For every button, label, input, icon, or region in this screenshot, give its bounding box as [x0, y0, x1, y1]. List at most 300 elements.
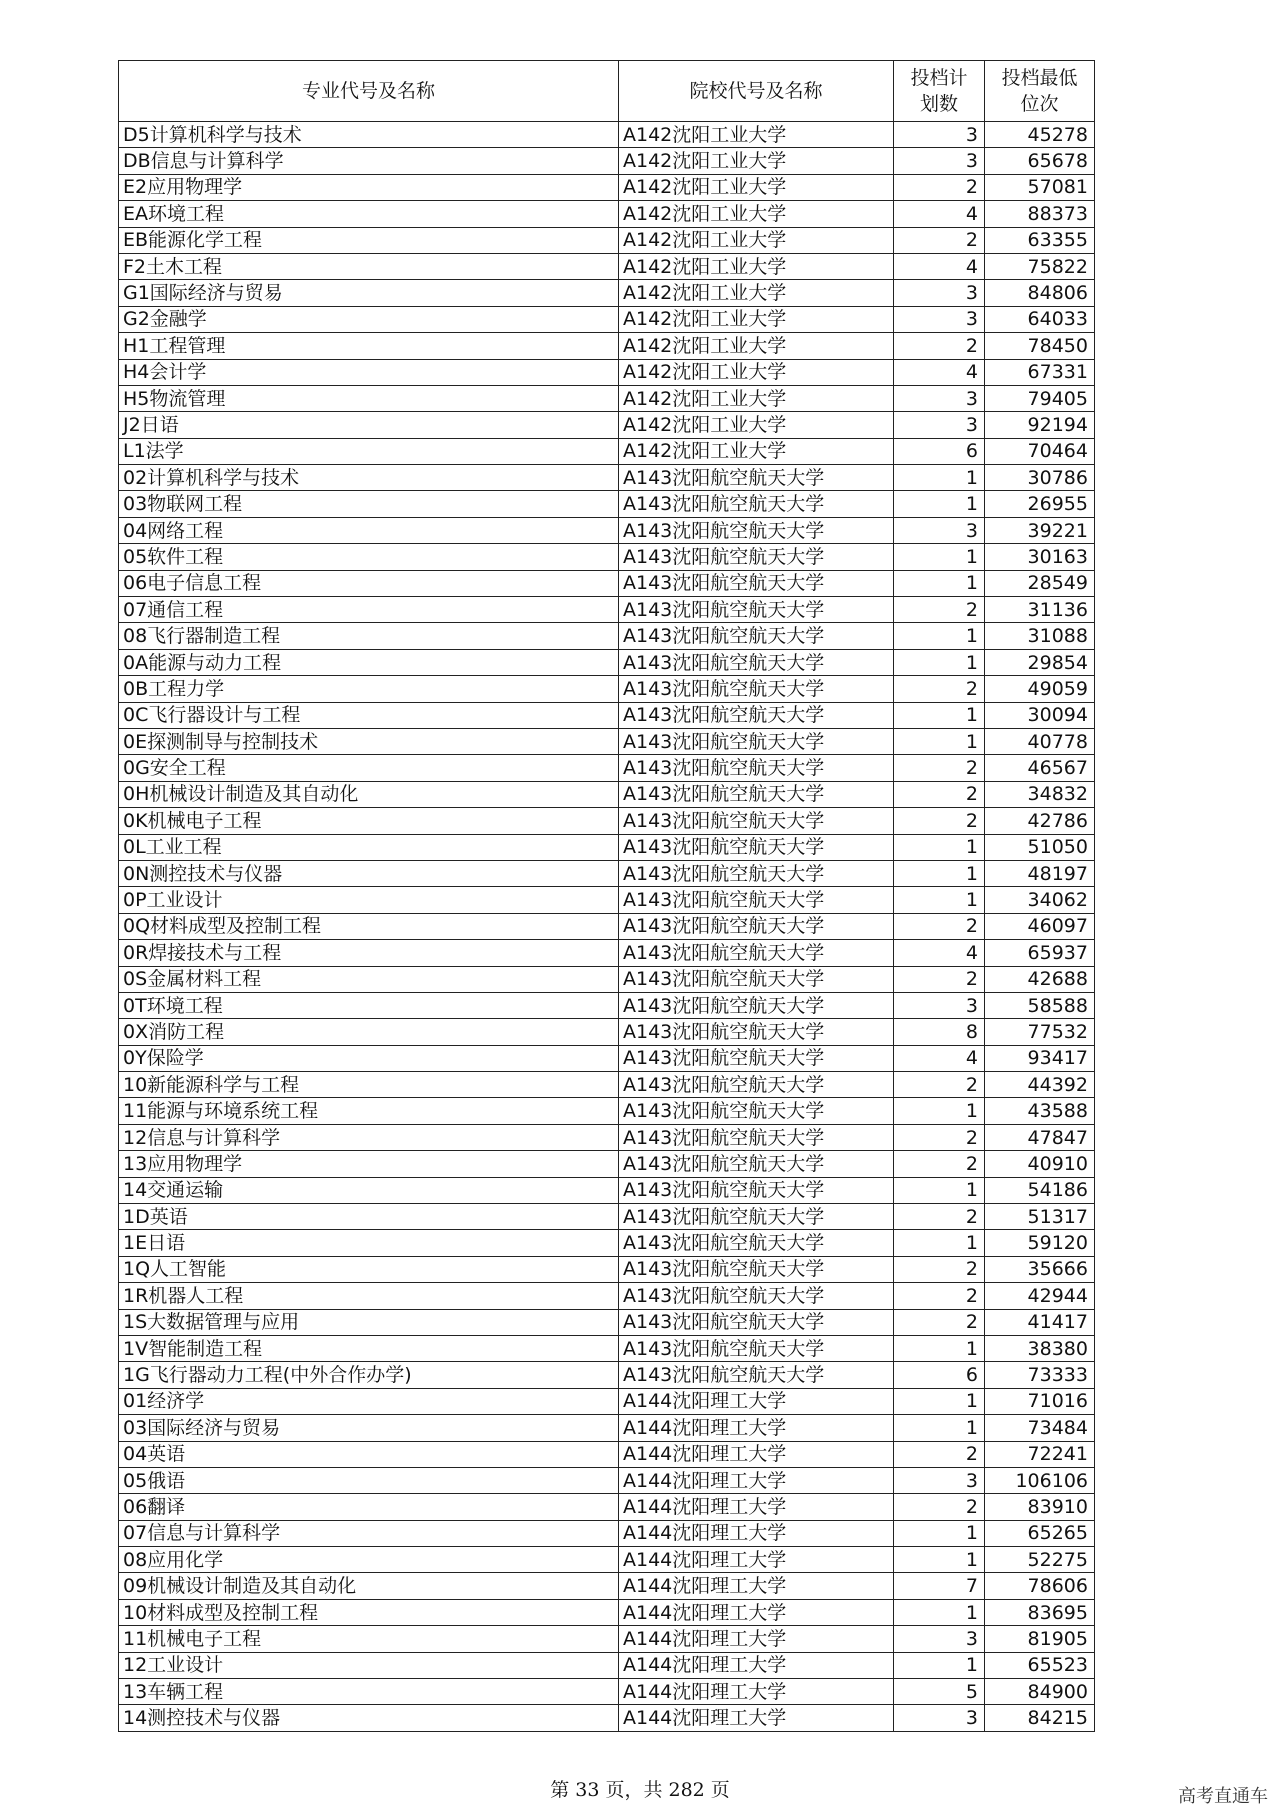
- cell-min-rank: 67331: [985, 359, 1095, 385]
- cell-major: 0X消防工程: [119, 1019, 619, 1045]
- cell-min-rank: 65678: [985, 148, 1095, 174]
- cell-major: 08应用化学: [119, 1547, 619, 1573]
- table-row: [119, 1283, 1095, 1309]
- cell-school: A143沈阳航空航天大学: [619, 1362, 894, 1388]
- header-school-label: 院校代号及名称: [689, 80, 823, 102]
- cell-school: A143沈阳航空航天大学: [619, 1177, 894, 1203]
- cell-plan-count: 2: [894, 808, 985, 834]
- table-row: [119, 913, 1095, 939]
- cell-min-rank: 43588: [985, 1098, 1095, 1124]
- header-school: [619, 61, 894, 122]
- cell-plan-count: 1: [894, 623, 985, 649]
- cell-school: A144沈阳理工大学: [619, 1415, 894, 1441]
- cell-min-rank: 84215: [985, 1705, 1095, 1731]
- cell-major: H4会计学: [119, 359, 619, 385]
- cell-plan-count: 2: [894, 966, 985, 992]
- cell-major: 01经济学: [119, 1388, 619, 1414]
- cell-school: A143沈阳航空航天大学: [619, 913, 894, 939]
- table-row: [119, 1547, 1095, 1573]
- cell-school: A143沈阳航空航天大学: [619, 860, 894, 886]
- cell-min-rank: 39221: [985, 517, 1095, 543]
- table-row: [119, 227, 1095, 253]
- cell-school: A143沈阳航空航天大学: [619, 623, 894, 649]
- cell-min-rank: 106106: [985, 1467, 1095, 1493]
- cell-min-rank: 59120: [985, 1230, 1095, 1256]
- cell-min-rank: 30163: [985, 544, 1095, 570]
- cell-major: 0C飞行器设计与工程: [119, 702, 619, 728]
- cell-major: 0A能源与动力工程: [119, 649, 619, 675]
- table-row: [119, 148, 1095, 174]
- cell-major: 14交通运输: [119, 1177, 619, 1203]
- cell-school: A143沈阳航空航天大学: [619, 597, 894, 623]
- cell-school: A143沈阳航空航天大学: [619, 887, 894, 913]
- cell-min-rank: 81905: [985, 1626, 1095, 1652]
- cell-school: A142沈阳工业大学: [619, 227, 894, 253]
- cell-school: A144沈阳理工大学: [619, 1467, 894, 1493]
- cell-plan-count: 3: [894, 517, 985, 543]
- table-row: [119, 1072, 1095, 1098]
- cell-plan-count: 2: [894, 1309, 985, 1335]
- cell-school: A144沈阳理工大学: [619, 1441, 894, 1467]
- table-row: [119, 597, 1095, 623]
- cell-major: 04英语: [119, 1441, 619, 1467]
- cell-min-rank: 72241: [985, 1441, 1095, 1467]
- cell-min-rank: 42688: [985, 966, 1095, 992]
- table-row: [119, 1256, 1095, 1282]
- cell-school: A143沈阳航空航天大学: [619, 1124, 894, 1150]
- table-row: [119, 1335, 1095, 1361]
- cell-min-rank: 40910: [985, 1151, 1095, 1177]
- cell-min-rank: 31088: [985, 623, 1095, 649]
- cell-major: DB信息与计算科学: [119, 148, 619, 174]
- table-row: [119, 438, 1095, 464]
- cell-school: A142沈阳工业大学: [619, 253, 894, 279]
- cell-school: A144沈阳理工大学: [619, 1520, 894, 1546]
- cell-min-rank: 78450: [985, 333, 1095, 359]
- table-header-row: [119, 61, 1095, 122]
- cell-min-rank: 58588: [985, 992, 1095, 1018]
- cell-plan-count: 2: [894, 333, 985, 359]
- cell-school: A143沈阳航空航天大学: [619, 1256, 894, 1282]
- cell-school: A143沈阳航空航天大学: [619, 1045, 894, 1071]
- cell-plan-count: 1: [894, 728, 985, 754]
- table-row: [119, 702, 1095, 728]
- table-row: [119, 887, 1095, 913]
- cell-min-rank: 29854: [985, 649, 1095, 675]
- cell-school: A143沈阳航空航天大学: [619, 808, 894, 834]
- cell-major: 12工业设计: [119, 1652, 619, 1678]
- cell-plan-count: 1: [894, 1599, 985, 1625]
- header-plan-count: [894, 61, 985, 122]
- cell-school: A143沈阳航空航天大学: [619, 491, 894, 517]
- cell-major: 07信息与计算科学: [119, 1520, 619, 1546]
- cell-major: 03国际经济与贸易: [119, 1415, 619, 1441]
- cell-school: A143沈阳航空航天大学: [619, 570, 894, 596]
- cell-plan-count: 2: [894, 1151, 985, 1177]
- cell-min-rank: 84806: [985, 280, 1095, 306]
- table-row: [119, 1309, 1095, 1335]
- table-row: [119, 808, 1095, 834]
- table-row: [119, 1626, 1095, 1652]
- cell-plan-count: 3: [894, 306, 985, 332]
- cell-school: A144沈阳理工大学: [619, 1705, 894, 1731]
- cell-school: A143沈阳航空航天大学: [619, 834, 894, 860]
- table-row: [119, 1045, 1095, 1071]
- cell-major: 0S金属材料工程: [119, 966, 619, 992]
- cell-plan-count: 1: [894, 544, 985, 570]
- cell-min-rank: 65937: [985, 940, 1095, 966]
- cell-major: 1S大数据管理与应用: [119, 1309, 619, 1335]
- cell-plan-count: 3: [894, 280, 985, 306]
- cell-plan-count: 1: [894, 570, 985, 596]
- table-row: [119, 1019, 1095, 1045]
- cell-major: 1R机器人工程: [119, 1283, 619, 1309]
- cell-min-rank: 48197: [985, 860, 1095, 886]
- cell-min-rank: 65523: [985, 1652, 1095, 1678]
- table-row: [119, 544, 1095, 570]
- cell-min-rank: 52275: [985, 1547, 1095, 1573]
- cell-major: 09机械设计制造及其自动化: [119, 1573, 619, 1599]
- cell-plan-count: 5: [894, 1679, 985, 1705]
- cell-school: A144沈阳理工大学: [619, 1626, 894, 1652]
- cell-major: 0Q材料成型及控制工程: [119, 913, 619, 939]
- cell-plan-count: 2: [894, 1256, 985, 1282]
- cell-plan-count: 1: [894, 1335, 985, 1361]
- table-row: [119, 1494, 1095, 1520]
- cell-school: A143沈阳航空航天大学: [619, 992, 894, 1018]
- cell-plan-count: 2: [894, 1204, 985, 1230]
- cell-major: 1D英语: [119, 1204, 619, 1230]
- cell-major: 06翻译: [119, 1494, 619, 1520]
- table-row: [119, 860, 1095, 886]
- cell-major: H1工程管理: [119, 333, 619, 359]
- cell-min-rank: 63355: [985, 227, 1095, 253]
- cell-plan-count: 1: [894, 1415, 985, 1441]
- cell-school: A143沈阳航空航天大学: [619, 1230, 894, 1256]
- cell-plan-count: 3: [894, 148, 985, 174]
- cell-major: 03物联网工程: [119, 491, 619, 517]
- cell-school: A143沈阳航空航天大学: [619, 1204, 894, 1230]
- header-major: [119, 61, 619, 122]
- cell-min-rank: 51050: [985, 834, 1095, 860]
- cell-school: A143沈阳航空航天大学: [619, 649, 894, 675]
- cell-min-rank: 65265: [985, 1520, 1095, 1546]
- cell-major: 05软件工程: [119, 544, 619, 570]
- cell-min-rank: 54186: [985, 1177, 1095, 1203]
- cell-school: A144沈阳理工大学: [619, 1652, 894, 1678]
- cell-min-rank: 35666: [985, 1256, 1095, 1282]
- cell-major: F2土木工程: [119, 253, 619, 279]
- cell-min-rank: 73333: [985, 1362, 1095, 1388]
- cell-school: A143沈阳航空航天大学: [619, 676, 894, 702]
- header-plan-count-line1: 投档计: [910, 67, 968, 89]
- table-row: [119, 1415, 1095, 1441]
- cell-school: A142沈阳工业大学: [619, 306, 894, 332]
- cell-min-rank: 42944: [985, 1283, 1095, 1309]
- cell-plan-count: 2: [894, 781, 985, 807]
- table-row: [119, 1679, 1095, 1705]
- cell-min-rank: 46567: [985, 755, 1095, 781]
- cell-min-rank: 57081: [985, 174, 1095, 200]
- table-row: [119, 517, 1095, 543]
- cell-min-rank: 49059: [985, 676, 1095, 702]
- cell-major: 0B工程力学: [119, 676, 619, 702]
- cell-min-rank: 30094: [985, 702, 1095, 728]
- cell-school: A143沈阳航空航天大学: [619, 940, 894, 966]
- cell-plan-count: 8: [894, 1019, 985, 1045]
- cell-school: A142沈阳工业大学: [619, 412, 894, 438]
- cell-min-rank: 44392: [985, 1072, 1095, 1098]
- table-row: [119, 465, 1095, 491]
- cell-school: A143沈阳航空航天大学: [619, 755, 894, 781]
- cell-min-rank: 26955: [985, 491, 1095, 517]
- cell-major: EA环境工程: [119, 201, 619, 227]
- cell-min-rank: 83695: [985, 1599, 1095, 1625]
- cell-plan-count: 3: [894, 1467, 985, 1493]
- cell-school: A143沈阳航空航天大学: [619, 966, 894, 992]
- cell-plan-count: 3: [894, 122, 985, 148]
- cell-major: H5物流管理: [119, 385, 619, 411]
- cell-major: 0E探测制导与控制技术: [119, 728, 619, 754]
- cell-major: D5计算机科学与技术: [119, 122, 619, 148]
- cell-major: 0N测控技术与仪器: [119, 860, 619, 886]
- cell-min-rank: 83910: [985, 1494, 1095, 1520]
- table-row: [119, 122, 1095, 148]
- table-row: [119, 1362, 1095, 1388]
- cell-school: A144沈阳理工大学: [619, 1388, 894, 1414]
- cell-plan-count: 4: [894, 359, 985, 385]
- table-row: [119, 1124, 1095, 1150]
- cell-school: A142沈阳工业大学: [619, 333, 894, 359]
- cell-plan-count: 2: [894, 1124, 985, 1150]
- cell-school: A143沈阳航空航天大学: [619, 517, 894, 543]
- table-row: [119, 1573, 1095, 1599]
- cell-school: A143沈阳航空航天大学: [619, 544, 894, 570]
- cell-plan-count: 6: [894, 1362, 985, 1388]
- cell-major: 10材料成型及控制工程: [119, 1599, 619, 1625]
- cell-school: A143沈阳航空航天大学: [619, 465, 894, 491]
- table-row: [119, 623, 1095, 649]
- cell-school: A142沈阳工业大学: [619, 280, 894, 306]
- cell-school: A144沈阳理工大学: [619, 1573, 894, 1599]
- header-major-label: 专业代号及名称: [301, 80, 435, 102]
- cell-min-rank: 34832: [985, 781, 1095, 807]
- header-plan-count-line2: 划数: [919, 93, 958, 115]
- table-row: [119, 359, 1095, 385]
- cell-plan-count: 1: [894, 1520, 985, 1546]
- cell-min-rank: 51317: [985, 1204, 1095, 1230]
- table-row: [119, 676, 1095, 702]
- header-min-rank-line1: 投档最低: [1001, 67, 1078, 89]
- cell-plan-count: 1: [894, 1547, 985, 1573]
- table-row: [119, 280, 1095, 306]
- cell-plan-count: 2: [894, 676, 985, 702]
- cell-major: 0H机械设计制造及其自动化: [119, 781, 619, 807]
- cell-plan-count: 7: [894, 1573, 985, 1599]
- table-row: [119, 1705, 1095, 1731]
- cell-plan-count: 1: [894, 887, 985, 913]
- cell-plan-count: 2: [894, 1072, 985, 1098]
- cell-major: 04网络工程: [119, 517, 619, 543]
- cell-major: 10新能源科学与工程: [119, 1072, 619, 1098]
- cell-plan-count: 2: [894, 1283, 985, 1309]
- cell-major: 1G飞行器动力工程(中外合作办学): [119, 1362, 619, 1388]
- cell-min-rank: 78606: [985, 1573, 1095, 1599]
- cell-major: 1V智能制造工程: [119, 1335, 619, 1361]
- table-row: [119, 385, 1095, 411]
- table-row: [119, 966, 1095, 992]
- cell-plan-count: 2: [894, 755, 985, 781]
- cell-major: G1国际经济与贸易: [119, 280, 619, 306]
- cell-school: A144沈阳理工大学: [619, 1547, 894, 1573]
- cell-school: A144沈阳理工大学: [619, 1494, 894, 1520]
- cell-school: A143沈阳航空航天大学: [619, 781, 894, 807]
- cell-major: 14测控技术与仪器: [119, 1705, 619, 1731]
- cell-plan-count: 3: [894, 412, 985, 438]
- table-row: [119, 174, 1095, 200]
- cell-plan-count: 4: [894, 940, 985, 966]
- table-row: [119, 1441, 1095, 1467]
- cell-major: 13应用物理学: [119, 1151, 619, 1177]
- cell-major: 11机械电子工程: [119, 1626, 619, 1652]
- cell-min-rank: 41417: [985, 1309, 1095, 1335]
- cell-plan-count: 3: [894, 1626, 985, 1652]
- cell-plan-count: 4: [894, 253, 985, 279]
- cell-major: EB能源化学工程: [119, 227, 619, 253]
- cell-plan-count: 6: [894, 438, 985, 464]
- watermark-text: 高考直通车: [1178, 1786, 1268, 1807]
- table-row: [119, 940, 1095, 966]
- table-row: [119, 992, 1095, 1018]
- cell-plan-count: 1: [894, 1230, 985, 1256]
- cell-major: 0T环境工程: [119, 992, 619, 1018]
- cell-major: 12信息与计算科学: [119, 1124, 619, 1150]
- cell-plan-count: 1: [894, 834, 985, 860]
- table-row: [119, 1652, 1095, 1678]
- cell-major: 06电子信息工程: [119, 570, 619, 596]
- cell-major: 05俄语: [119, 1467, 619, 1493]
- cell-school: A143沈阳航空航天大学: [619, 702, 894, 728]
- table-row: [119, 1177, 1095, 1203]
- cell-school: A143沈阳航空航天大学: [619, 1283, 894, 1309]
- cell-school: A143沈阳航空航天大学: [619, 1072, 894, 1098]
- cell-min-rank: 40778: [985, 728, 1095, 754]
- cell-school: A143沈阳航空航天大学: [619, 1019, 894, 1045]
- table-row: [119, 1520, 1095, 1546]
- cell-major: 08飞行器制造工程: [119, 623, 619, 649]
- cell-school: A143沈阳航空航天大学: [619, 1335, 894, 1361]
- table-row: [119, 1151, 1095, 1177]
- cell-min-rank: 64033: [985, 306, 1095, 332]
- cell-plan-count: 1: [894, 1098, 985, 1124]
- cell-plan-count: 2: [894, 913, 985, 939]
- cell-school: A142沈阳工业大学: [619, 438, 894, 464]
- cell-plan-count: 1: [894, 1177, 985, 1203]
- cell-min-rank: 34062: [985, 887, 1095, 913]
- table-row: [119, 1230, 1095, 1256]
- cell-min-rank: 75822: [985, 253, 1095, 279]
- header-min-rank-line2: 位次: [1020, 93, 1059, 115]
- cell-min-rank: 93417: [985, 1045, 1095, 1071]
- cell-plan-count: 3: [894, 992, 985, 1018]
- table-row: [119, 1098, 1095, 1124]
- cell-plan-count: 1: [894, 649, 985, 675]
- cell-min-rank: 45278: [985, 122, 1095, 148]
- admission-table: [118, 60, 1095, 1732]
- cell-plan-count: 2: [894, 174, 985, 200]
- cell-major: 0P工业设计: [119, 887, 619, 913]
- table-row: [119, 306, 1095, 332]
- table-row: [119, 1599, 1095, 1625]
- table-row: [119, 491, 1095, 517]
- cell-min-rank: 46097: [985, 913, 1095, 939]
- cell-school: A142沈阳工业大学: [619, 385, 894, 411]
- cell-min-rank: 92194: [985, 412, 1095, 438]
- cell-plan-count: 1: [894, 860, 985, 886]
- table-row: [119, 253, 1095, 279]
- table-row: [119, 649, 1095, 675]
- cell-plan-count: 4: [894, 1045, 985, 1071]
- cell-school: A142沈阳工业大学: [619, 148, 894, 174]
- cell-major: 0Y保险学: [119, 1045, 619, 1071]
- cell-plan-count: 2: [894, 227, 985, 253]
- table-row: [119, 570, 1095, 596]
- cell-min-rank: 70464: [985, 438, 1095, 464]
- cell-plan-count: 1: [894, 1388, 985, 1414]
- page-footer: 第 33 页，共 282 页: [550, 1779, 730, 1801]
- table-row: [119, 1388, 1095, 1414]
- cell-school: A143沈阳航空航天大学: [619, 1151, 894, 1177]
- cell-major: 13车辆工程: [119, 1679, 619, 1705]
- cell-major: 0R焊接技术与工程: [119, 940, 619, 966]
- cell-school: A143沈阳航空航天大学: [619, 728, 894, 754]
- cell-school: A144沈阳理工大学: [619, 1599, 894, 1625]
- cell-major: 0G安全工程: [119, 755, 619, 781]
- cell-min-rank: 31136: [985, 597, 1095, 623]
- cell-plan-count: 2: [894, 1441, 985, 1467]
- cell-school: A143沈阳航空航天大学: [619, 1098, 894, 1124]
- cell-min-rank: 73484: [985, 1415, 1095, 1441]
- cell-major: J2日语: [119, 412, 619, 438]
- cell-plan-count: 3: [894, 385, 985, 411]
- cell-min-rank: 30786: [985, 465, 1095, 491]
- table-row: [119, 728, 1095, 754]
- cell-school: A142沈阳工业大学: [619, 201, 894, 227]
- cell-min-rank: 71016: [985, 1388, 1095, 1414]
- table-row: [119, 834, 1095, 860]
- cell-major: 1E日语: [119, 1230, 619, 1256]
- cell-min-rank: 88373: [985, 201, 1095, 227]
- cell-plan-count: 1: [894, 491, 985, 517]
- cell-min-rank: 77532: [985, 1019, 1095, 1045]
- cell-plan-count: 2: [894, 597, 985, 623]
- cell-school: A142沈阳工业大学: [619, 174, 894, 200]
- cell-school: A143沈阳航空航天大学: [619, 1309, 894, 1335]
- cell-major: G2金融学: [119, 306, 619, 332]
- cell-major: 0L工业工程: [119, 834, 619, 860]
- cell-major: 07通信工程: [119, 597, 619, 623]
- cell-plan-count: 1: [894, 465, 985, 491]
- cell-major: 11能源与环境系统工程: [119, 1098, 619, 1124]
- table-row: [119, 1467, 1095, 1493]
- cell-school: A142沈阳工业大学: [619, 122, 894, 148]
- table-row: [119, 781, 1095, 807]
- cell-major: L1法学: [119, 438, 619, 464]
- cell-major: E2应用物理学: [119, 174, 619, 200]
- cell-plan-count: 1: [894, 702, 985, 728]
- cell-major: 1Q人工智能: [119, 1256, 619, 1282]
- cell-plan-count: 3: [894, 1705, 985, 1731]
